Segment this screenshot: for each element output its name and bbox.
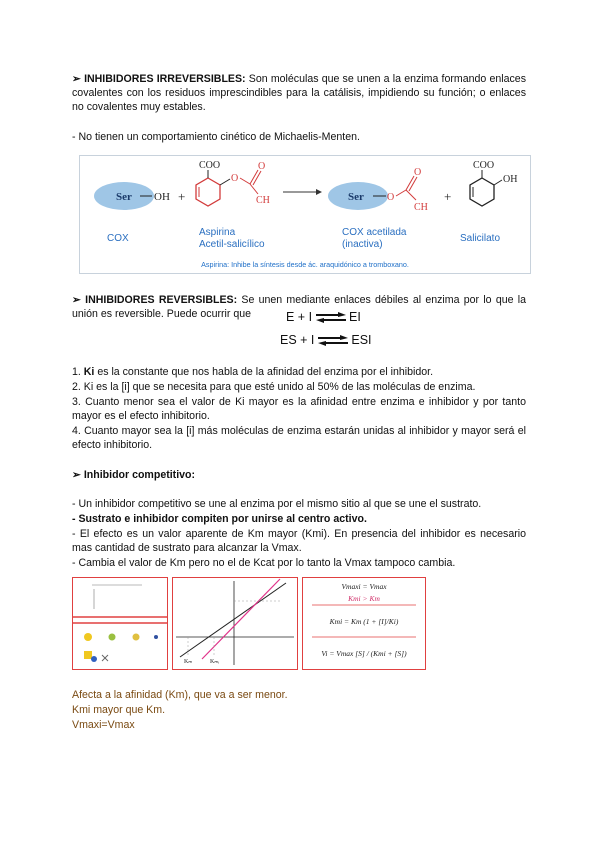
irreversible-heading: ➢ INHIBIDORES IRREVERSIBLES: [72, 73, 246, 85]
acetil-salicilico-label: Acetil-salicílico [199, 239, 265, 250]
mechanism-thumbnail [72, 577, 168, 670]
bond-line [494, 180, 502, 185]
o-label: O [258, 161, 266, 172]
point-text: Cuanto mayor sea la [i] más moléculas de enzima estarán unidas al inhibidor y mayor será el efecto inhibitorio. [72, 425, 526, 452]
formula-vmax: Vmaxi = Vmax [341, 582, 387, 591]
footer-line-2: Kmi mayor que Km. [72, 704, 166, 716]
ser-left-label: Ser [116, 191, 132, 203]
bond-line [250, 170, 258, 184]
equilibrium-arrows-icon [318, 335, 348, 346]
point-number: 2. [72, 381, 84, 393]
irreversible-paragraph [72, 72, 526, 115]
o-label: O [231, 173, 239, 184]
o-label: O [414, 167, 422, 178]
bond-line [406, 190, 416, 200]
reversible-text: Se unen mediante enlaces débiles al enzima por lo que la unión es reversible. Puede ocurrir que [72, 294, 526, 321]
ch3-label-aspirin: CH [256, 195, 270, 206]
point-number: 4. [72, 425, 85, 437]
michaelis-note: - No tienen un comportamiento cinético de Michaelis-Menten. [72, 131, 360, 143]
inactiva-label: (inactiva) [342, 239, 383, 250]
competitive-line-1: - Un inhibidor competitivo se une al enzima por el mismo sitio al que se une el sustrato. [72, 498, 482, 510]
kinetic-formulas-box [302, 577, 426, 670]
plus-sign-1: + [178, 189, 186, 204]
eq2-left: ES + I [280, 333, 315, 347]
bond-line [409, 177, 417, 191]
point-1 [72, 365, 526, 379]
coo-label-aspirin: COO [199, 160, 221, 171]
competitive-line-2: - Sustrato e inhibidor compiten por unirse al centro activo. [72, 513, 367, 525]
svg-text:Kₘ: Kₘ [184, 659, 193, 665]
ch3-label-cox: CH [414, 202, 428, 213]
point-text: Ki es la [i] que se necesita para que esté unido al 50% de las moléculas de enzima. [83, 381, 476, 393]
point-number: 1. [72, 366, 84, 378]
point-number: 3. [72, 396, 86, 408]
figure-caption: Aspirina: Inhibe la síntesis desde ác. araquidónico a tromboxano. [201, 260, 409, 269]
bond-line [240, 178, 250, 184]
aspirin-figure [79, 155, 531, 274]
bond-line [406, 176, 414, 190]
competitive-heading-text: ➢ Inhibidor competitivo: [72, 469, 196, 481]
oh-label-salicylate: OH [503, 174, 518, 185]
competitive-heading [72, 468, 526, 482]
salicilato-label: Salicilato [460, 233, 501, 244]
formula-km-compare: Kmi > Km [348, 594, 380, 603]
reversible-heading: ➢ INHIBIDORES REVERSIBLES: [72, 294, 238, 306]
bond-line [253, 171, 261, 185]
formula-vi: Vi = Vmax [S] / (Kmi + [S]) [321, 649, 407, 658]
cox-label: COX [107, 233, 129, 244]
irreversible-text: Son moléculas que se unen a la enzima formando enlaces covalentes con los residuos imprescindibles para la catálisis, impidiendo su función; o enlaces no covalentes muy estables. [72, 73, 526, 114]
coo-label-salicylate: COO [473, 160, 495, 171]
equilibrium-arrows-icon [316, 312, 346, 323]
footer-line-1: Afecta a la afinidad (Km), que va a ser menor. [72, 689, 288, 701]
o-label: O [387, 192, 395, 203]
point-text: Cuanto menor sea el valor de Ki mayor es la afinidad entre enzima e inhibidor y por tanto mayor es el efecto inhibitorio. [72, 396, 526, 423]
bond-line [220, 179, 230, 185]
point-4 [72, 424, 526, 452]
aspirina-label: Aspirina [199, 227, 236, 238]
mechanism-schematic [72, 577, 168, 670]
bond-line [396, 190, 406, 196]
kinetic-formulas [302, 577, 426, 670]
eq1-right: EI [349, 310, 361, 324]
point-3 [72, 395, 526, 423]
footer-line-3: Vmaxi=Vmax [72, 719, 135, 731]
oh-label: OH [154, 191, 170, 203]
svg-text:Kₘᵢ: Kₘᵢ [210, 659, 220, 665]
lineweaver-burk-plot [172, 577, 298, 670]
competitive-line-3: - El efecto es un valor aparente de Km mayor (Kmi). En presencia del inhibidor es necesario mas cantidad de sustrato para alcanzar la Vmax. [72, 528, 526, 555]
point-2 [72, 380, 526, 394]
salicylate-ring [470, 178, 494, 206]
formula-kmi: Kmi = Km (1 + [I]/Ki) [329, 617, 399, 626]
aspirin-ring [196, 178, 220, 206]
bond-line [250, 184, 258, 194]
point-bold: Ki [83, 366, 95, 378]
plus-sign-2: + [444, 189, 452, 204]
lineweaver-burk-thumbnail [172, 577, 298, 670]
eq1-left: E + I [286, 310, 313, 324]
point-text: es la constante que nos habla de la afinidad del enzima por el inhibidor. [94, 366, 434, 378]
cox-acetilada-label: COX acetilada [342, 227, 407, 238]
ser-right-label: Ser [348, 191, 364, 203]
equation-1 [286, 310, 361, 324]
eq2-right: ESI [351, 333, 372, 347]
competitive-line-4: - Cambia el valor de Km pero no el de Kcat por lo tanto la Vmax tampoco cambia. [72, 557, 456, 569]
equation-2 [280, 333, 372, 347]
arrow-head [316, 189, 322, 195]
